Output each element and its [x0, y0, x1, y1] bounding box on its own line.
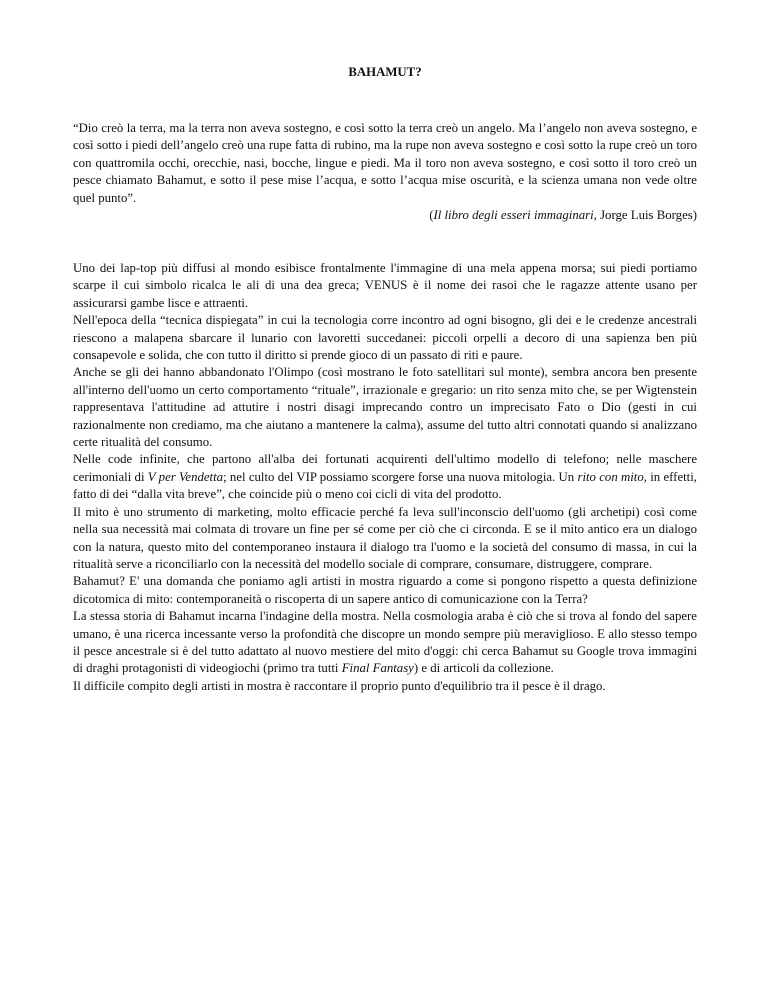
game-title: Final Fantasy — [341, 661, 414, 676]
paragraph-6: Bahamut? E' una domanda che poniamo agli artisti in mostra riguardo a come si pongono rispetto a questa definizione dicotomica di mito: contemporaneità o riscoperta di un sapere antico di comunicazione con la Terra? — [73, 574, 697, 606]
citation-author: , Jorge Luis Borges) — [593, 208, 697, 222]
document-title: BAHAMUT? — [348, 65, 422, 79]
citation-open: ( — [429, 208, 434, 222]
paragraph-1: Uno dei lap-top più diffusi al mondo esibisce frontalmente l'immagine di una mela appena morsa; sui piedi portiamo scarpe il cui simbolo ricalca le ali di una dea greca; VENUS è il nome dei rasoi che le ragazze attente usano per assicurarsi gambe lisce e attraenti. — [73, 261, 697, 310]
borges-quote: “Dio creò la terra, ma la terra non aveva sostegno, e così sotto la terra creò un angelo. Ma l’angelo non aveva sostegno, e così sotto i piedi dell’angelo creò una rupe fatta di rubino, ma la rupe non aveva sostegno e così sotto la rupe creò un toro con quattromila occhi, orecchie, nasi, bocche, lingue e piedi. Ma il toro non aveva sostegno, e così sotto il toro creò un pesce chiamato Bahamut, e sotto il pese mise l’acqua, e sotto l’acqua mise oscurità, e la scienza umana non vede oltre quel punto”. — [73, 121, 697, 205]
rito-con-mito: rito con mito — [577, 469, 644, 484]
paragraph-3: Anche se gli dei hanno abbandonato l'Olimpo (così mostrano le foto satellitari sul monte), sembra ancora ben presente all'interno dell'uomo un certo comportamento “rituale”, irrazionale e gregario: un rito senza mito che, se per Wigtenstein rappresentava l'attitudine ad attutire i nostri disagi imprecando contro un imprecisato Fato o Dio (gesti in cui razionalmente non crediamo, ma che aiutano a mantenere la calma), assume del tutto altri connotati quando si analizzano certe ritualità del consumo. — [73, 365, 697, 450]
paragraph-7 — [73, 608, 697, 678]
paragraph-7-text-a: La stessa storia di Bahamut incarna l'indagine della mostra. Nella cosmologia araba è ciò che si trova al fondo del sapere umano, è una ricerca incessante verso la profondità che discopre un mondo sempre più meraviglioso. E allo stesso tempo il pesce ancestrale si è del tutto adattato al nuovo mestiere del mito d'oggi: chi cerca Bahamut su Google trova immagini di draghi protagonisti di videogiochi (primo tra tutti — [73, 609, 697, 676]
paragraph-4 — [73, 451, 697, 503]
paragraph-4-text-c: , in effetti, fatto di dei “dalla vita breve”, che coincide più o meno coi cicli di vita del prodotto. — [73, 469, 697, 502]
paragraph-5: Il mito è uno strumento di marketing, molto efficacie perché fa leva sull'inconscio dell'uomo (gli archetipi) così come nella sua necessità mai colmata di trovare un fine per sé come per ciò che ci circonda. E se il mito antico era un dialogo con la natura, questo mito del contemporaneo instaura il dialogo tra l'uomo e la società del consumo di massa, in cui la ritualità serve a riconciliarlo con la necessità del modello sociale di comprare, consumare, distruggere, comprare. — [73, 504, 697, 571]
citation-book-title: Il libro degli esseri immaginari — [433, 208, 594, 222]
paragraph-2: Nell'epoca della “tecnica dispiegata” in cui la tecnologia corre incontro ad ogni bisogno, gli dei e le credenze ancestrali riescono a malapena sbarcare il lunario con lavoretti succedanei: piccoli orpelli a decoro di una sapienza ben più consapevole e solida, che con tutto il diritto si prende gioco di un passato di riti e paure. — [73, 313, 697, 363]
paragraph-8: Il difficile compito degli artisti in mostra è raccontare il proprio punto d'equilibrio tra il pesce è il drago. — [73, 678, 606, 693]
paragraph-4-text-b: ; nel culto del VIP possiamo scorgere forse una nuova mitologia. Un — [223, 469, 578, 484]
film-title: V per Vendetta — [147, 469, 224, 484]
paragraph-4-text-a: Nelle code infinite, che partono all'alba dei fortunati acquirenti dell'ultimo modello di telefono; nelle maschere cerimoniali di — [73, 452, 697, 484]
paragraph-7-text-b: ) e di articoli da collezione. — [413, 661, 554, 676]
essay-body — [73, 260, 697, 695]
quote-citation — [429, 207, 697, 224]
